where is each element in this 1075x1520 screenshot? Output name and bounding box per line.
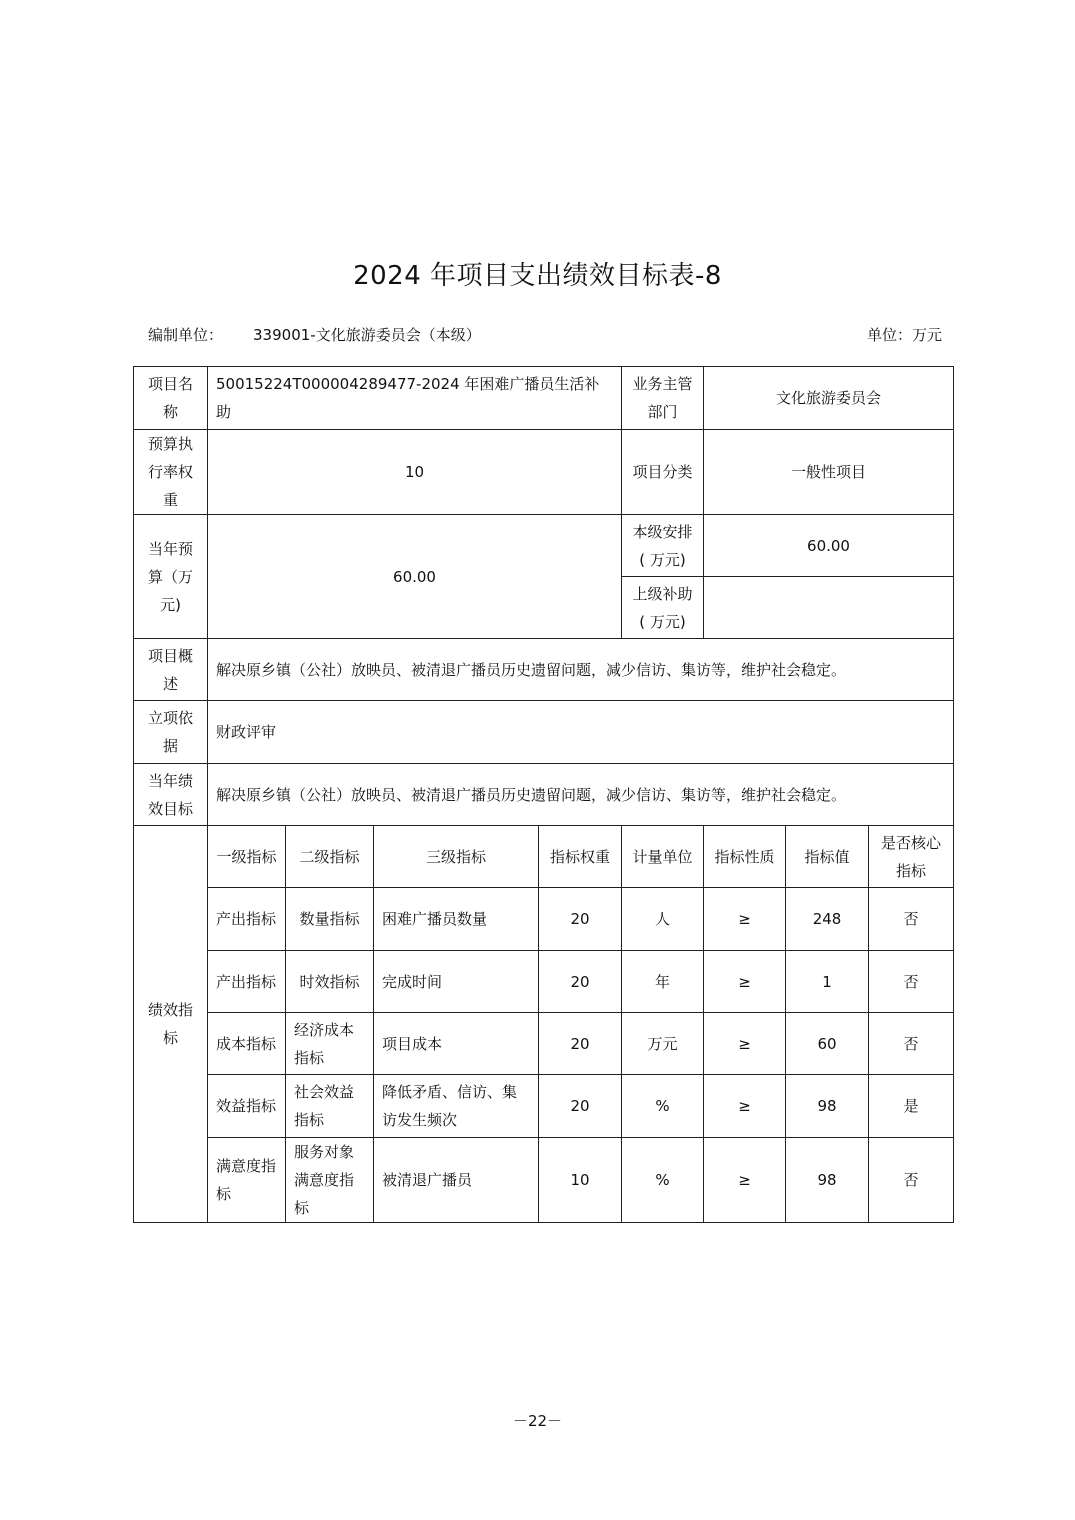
indicator-value: 1 [786,951,869,1013]
indicator-level1: 产出指标 [208,888,286,951]
indicator-level1: 效益指标 [208,1075,286,1138]
indicator-level2: 服务对象满意度指标 [286,1138,374,1223]
project-name-label: 项目名称 [134,367,208,430]
table-row [134,764,954,826]
table-row [134,701,954,764]
indicator-unit: % [622,1075,704,1138]
indicator-weight: 10 [539,1138,622,1223]
project-name-value: 50015224T000004289477-2024 年困难广播员生活补助 [208,367,622,430]
basis-label: 立项依据 [134,701,208,764]
goal-value: 解决原乡镇（公社）放映员、被清退广播员历史遗留问题，减少信访、集访等，维护社会稳定。 [208,764,954,826]
upper-value [704,577,954,639]
category-value: 一般性项目 [704,430,954,515]
indicator-row [134,951,954,1013]
indicator-header-row [134,826,954,888]
dept-value: 文化旅游委员会 [704,367,954,430]
performance-target-table [133,366,954,1223]
indicator-level3: 困难广播员数量 [374,888,539,951]
indicator-level3: 被清退广播员 [374,1138,539,1223]
indicator-row [134,1075,954,1138]
indicator-weight: 20 [539,1013,622,1075]
weight-value: 10 [208,430,622,515]
header-nature: 指标性质 [704,826,786,888]
budget-value: 60.00 [208,515,622,639]
table-row [134,430,954,515]
header-level1: 一级指标 [208,826,286,888]
indicator-weight: 20 [539,1075,622,1138]
local-label: 本级安排( 万元) [622,515,704,577]
indicator-value: 248 [786,888,869,951]
header-level3: 三级指标 [374,826,539,888]
indicators-section-label: 绩效指标 [134,826,208,1223]
header-weight: 指标权重 [539,826,622,888]
weight-label: 预算执行率权重 [134,430,208,515]
upper-label: 上级补助( 万元) [622,577,704,639]
indicator-value: 60 [786,1013,869,1075]
dept-label: 业务主管部门 [622,367,704,430]
indicator-unit: % [622,1138,704,1223]
indicator-core: 是 [869,1075,954,1138]
indicator-unit: 年 [622,951,704,1013]
header-unit: 计量单位 [622,826,704,888]
indicator-row [134,1138,954,1223]
indicator-core: 否 [869,1138,954,1223]
indicator-weight: 20 [539,888,622,951]
indicator-nature: ≥ [704,1138,786,1223]
indicator-weight: 20 [539,951,622,1013]
indicator-level2: 社会效益指标 [286,1075,374,1138]
page-number: －22－ [512,1412,563,1430]
header-level2: 二级指标 [286,826,374,888]
table-row [134,367,954,430]
indicator-level2: 时效指标 [286,951,374,1013]
indicator-level1: 满意度指标 [208,1138,286,1223]
table-row [134,515,954,577]
overview-label: 项目概述 [134,639,208,701]
currency-unit: 单位：万元 [866,326,942,344]
indicator-value: 98 [786,1075,869,1138]
indicator-level3: 项目成本 [374,1013,539,1075]
indicator-level3: 降低矛盾、信访、集访发生频次 [374,1075,539,1138]
indicator-value: 98 [786,1138,869,1223]
goal-label: 当年绩效目标 [134,764,208,826]
compiling-unit-value: 339001-文化旅游委员会（本级） [253,326,481,344]
indicator-core: 否 [869,951,954,1013]
budget-label: 当年预算（万元) [134,515,208,639]
indicator-nature: ≥ [704,1075,786,1138]
indicator-nature: ≥ [704,1013,786,1075]
indicator-level2: 经济成本指标 [286,1013,374,1075]
category-label: 项目分类 [622,430,704,515]
overview-value: 解决原乡镇（公社）放映员、被清退广播员历史遗留问题，减少信访、集访等，维护社会稳定。 [208,639,954,701]
compiling-unit-label: 编制单位： [148,326,224,344]
indicator-level1: 产出指标 [208,951,286,1013]
table-row [134,639,954,701]
header-core: 是否核心指标 [869,826,954,888]
indicator-nature: ≥ [704,888,786,951]
indicator-level3: 完成时间 [374,951,539,1013]
indicator-level2: 数量指标 [286,888,374,951]
indicator-nature: ≥ [704,951,786,1013]
indicator-unit: 人 [622,888,704,951]
header-value: 指标值 [786,826,869,888]
page-title: 2024 年项目支出绩效目标表-8 [353,261,722,291]
basis-value: 财政评审 [208,701,954,764]
indicator-row [134,888,954,951]
compiling-unit [148,324,481,345]
indicator-unit: 万元 [622,1013,704,1075]
indicator-core: 否 [869,1013,954,1075]
indicator-core: 否 [869,888,954,951]
indicator-level1: 成本指标 [208,1013,286,1075]
local-value: 60.00 [704,515,954,577]
indicator-row [134,1013,954,1075]
